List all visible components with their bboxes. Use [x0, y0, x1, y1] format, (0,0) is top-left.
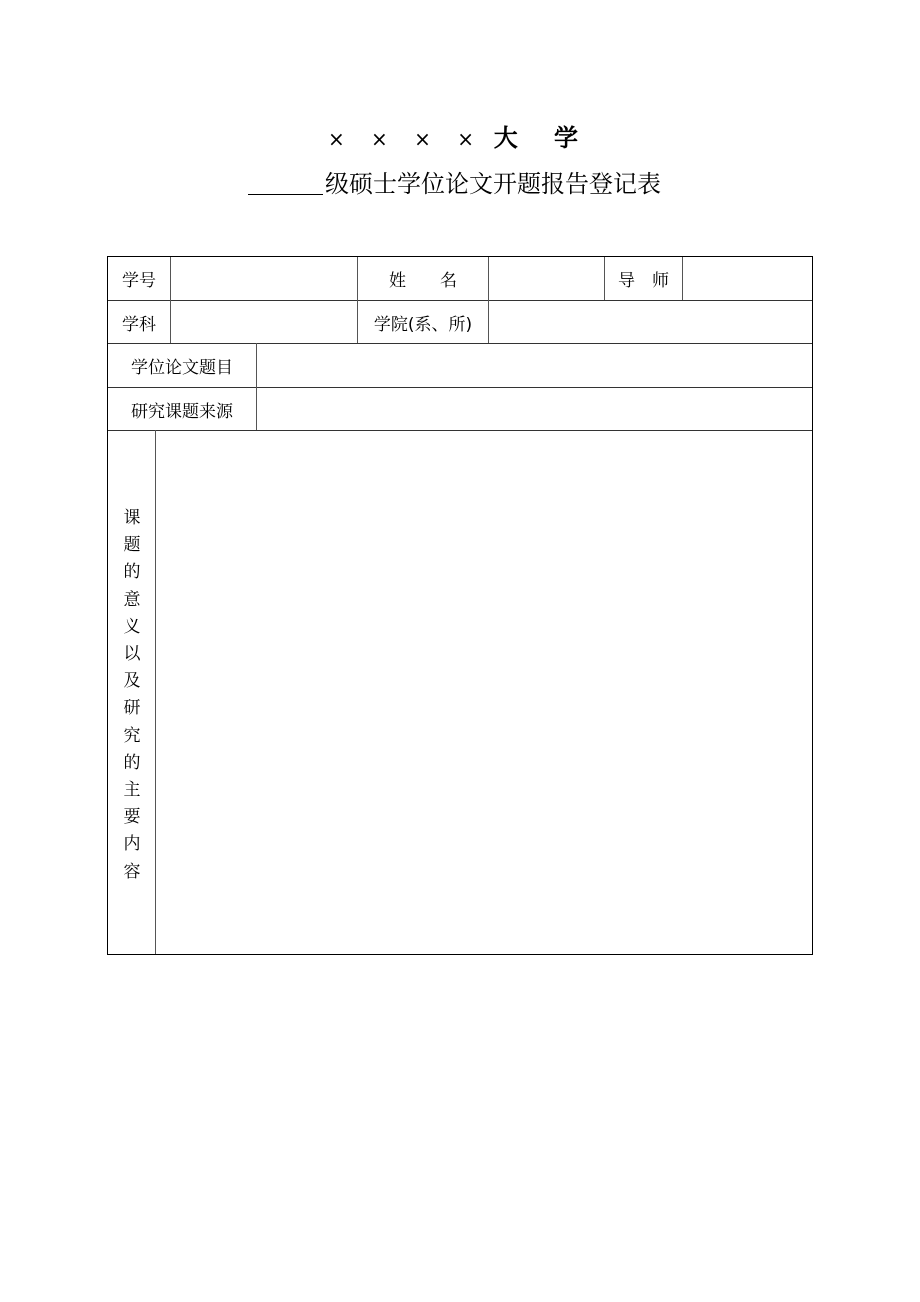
label-char: 以 [123, 644, 141, 665]
form-title [248, 168, 661, 200]
year-blank-field[interactable] [248, 168, 323, 195]
registration-table [107, 256, 813, 955]
significance-content-label [108, 505, 156, 886]
name-label: 姓 名 [389, 271, 457, 291]
label-char: 的 [123, 752, 141, 773]
label-char: 课 [123, 508, 141, 528]
label-char: 研 [123, 698, 141, 719]
name-field[interactable] [489, 257, 604, 300]
label-char: 及 [123, 671, 141, 692]
label-char: 容 [123, 861, 141, 882]
advisor-field[interactable] [683, 257, 812, 300]
topic-source-field[interactable] [257, 388, 812, 430]
label-char: 题 [123, 535, 141, 556]
discipline-field[interactable] [171, 301, 357, 343]
student-id-field[interactable] [171, 257, 357, 300]
discipline-label: 学科 [122, 314, 156, 335]
label-char: 义 [123, 616, 141, 637]
topic-source-label: 研究课题来源 [131, 401, 233, 422]
label-char: 意 [123, 589, 141, 610]
label-char: 要 [123, 807, 141, 828]
college-field[interactable] [489, 301, 812, 343]
label-char: 内 [123, 834, 141, 855]
label-char: 究 [123, 725, 141, 746]
college-label: 学院(系、所) [373, 314, 473, 335]
label-char: 主 [123, 780, 141, 801]
university-title [0, 118, 920, 153]
form-title-text: 级硕士学位论文开题报告登记表 [325, 170, 661, 198]
thesis-title-label: 学位论文题目 [131, 358, 233, 378]
student-id-label: 学号 [122, 271, 156, 291]
label-char: 的 [123, 562, 141, 583]
university-marks: × × × × [327, 127, 485, 151]
significance-content-field[interactable] [156, 431, 812, 953]
advisor-label: 导 师 [618, 271, 669, 291]
university-name: 大 学 [493, 124, 593, 152]
thesis-title-field[interactable] [257, 344, 812, 387]
